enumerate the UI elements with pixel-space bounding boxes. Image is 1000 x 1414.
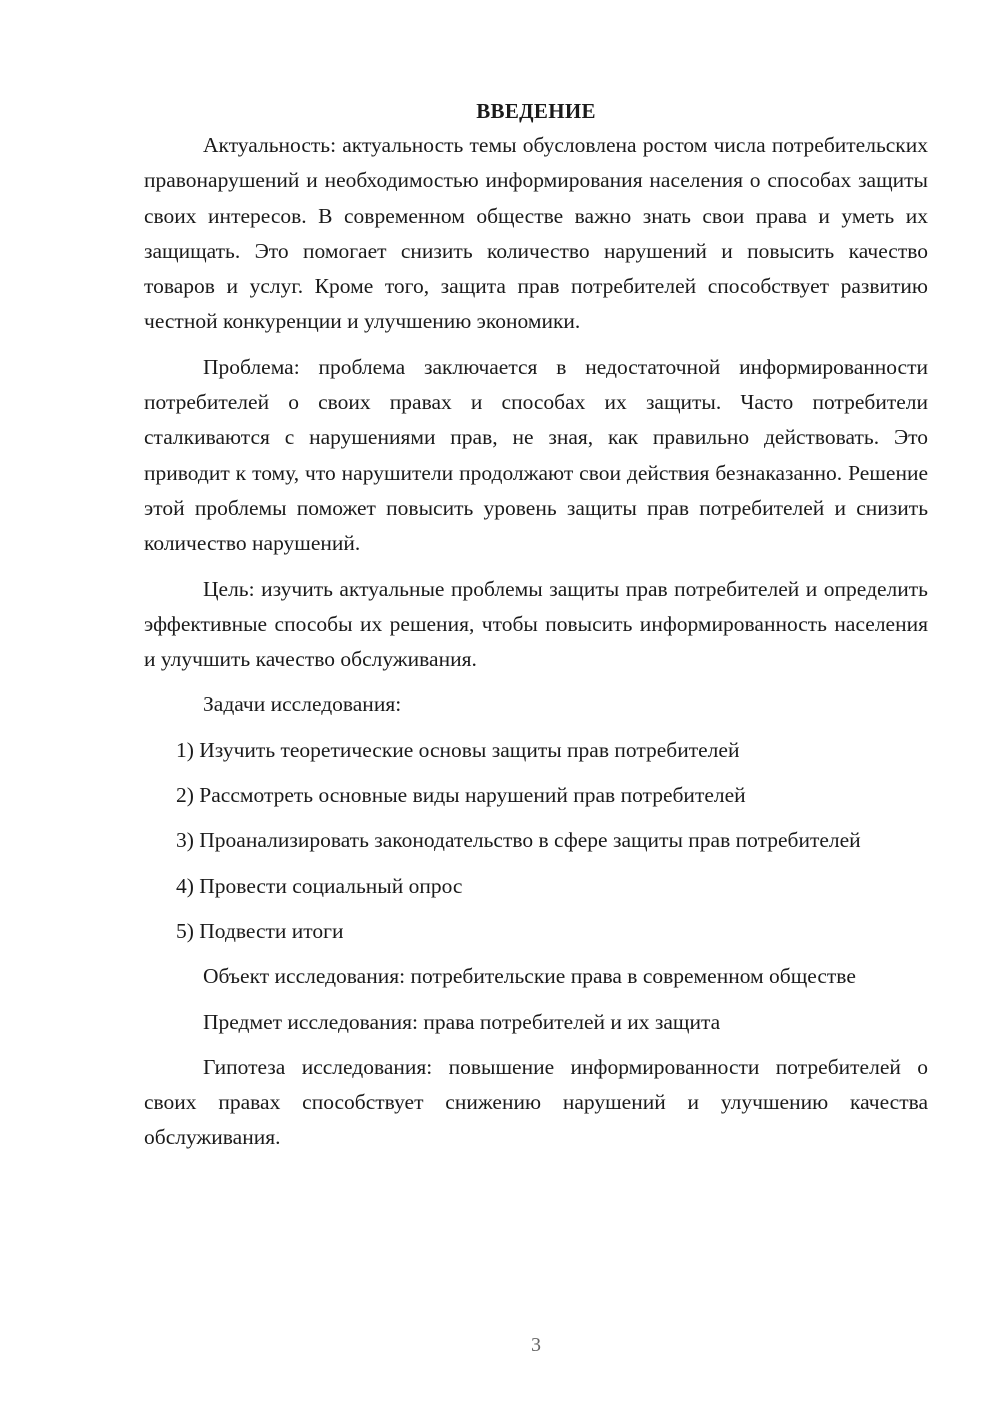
page-title: ВВЕДЕНИЕ (476, 99, 596, 123)
tasks-heading: Задачи исследования: (203, 692, 402, 717)
page-content (144, 96, 928, 1166)
hypothesis-paragraph: Гипотеза исследования: повышение информированности потребителей о своих правах способствует снижению нарушений и улучшению качества обслуживания. (144, 1054, 928, 1150)
subject-paragraph: Предмет исследования: права потребителей и их защита (203, 1009, 721, 1034)
problem-paragraph: Проблема: проблема заключается в недостаточной информированности потребителей о своих правах и способах их защиты. Часто потребители сталкиваются с нарушениями прав, не зная, как правильно действовать. Это приводит к тому, что нарушители продолжают свои действия безнаказанно. Решение этой проблемы поможет повысить уровень защиты прав потребителей и снизить количество нарушений. (144, 354, 928, 556)
relevance-paragraph: Актуальность: актуальность темы обусловлена ростом числа потребительских правонарушений и необходимостью информирования населения о способах защиты своих интересов. В современном обществе важно знать свои права и уметь их защищать. Это помогает снизить количество нарушений и повысить качество товаров и услуг. Кроме того, защита прав потребителей способствует развитию честной конкуренции и улучшению экономики. (144, 133, 928, 334)
page-number: 3 (531, 1334, 541, 1356)
goal-paragraph: Цель: изучить актуальные проблемы защиты прав потребителей и определить эффективные способы их решения, чтобы повысить информированность населения и улучшить качество обслуживания. (144, 576, 928, 672)
object-paragraph: Объект исследования: потребительские права в современном обществе (203, 964, 856, 989)
task-item-2: 2) Рассмотреть основные виды нарушений прав потребителей (176, 783, 746, 808)
task-item-5: 5) Подвести итоги (176, 918, 344, 943)
task-item-3: 3) Проанализировать законодательство в сфере защиты прав потребителей (176, 828, 861, 853)
task-item-4: 4) Провести социальный опрос (176, 873, 463, 898)
task-item-1: 1) Изучить теоретические основы защиты прав потребителей (176, 737, 740, 762)
